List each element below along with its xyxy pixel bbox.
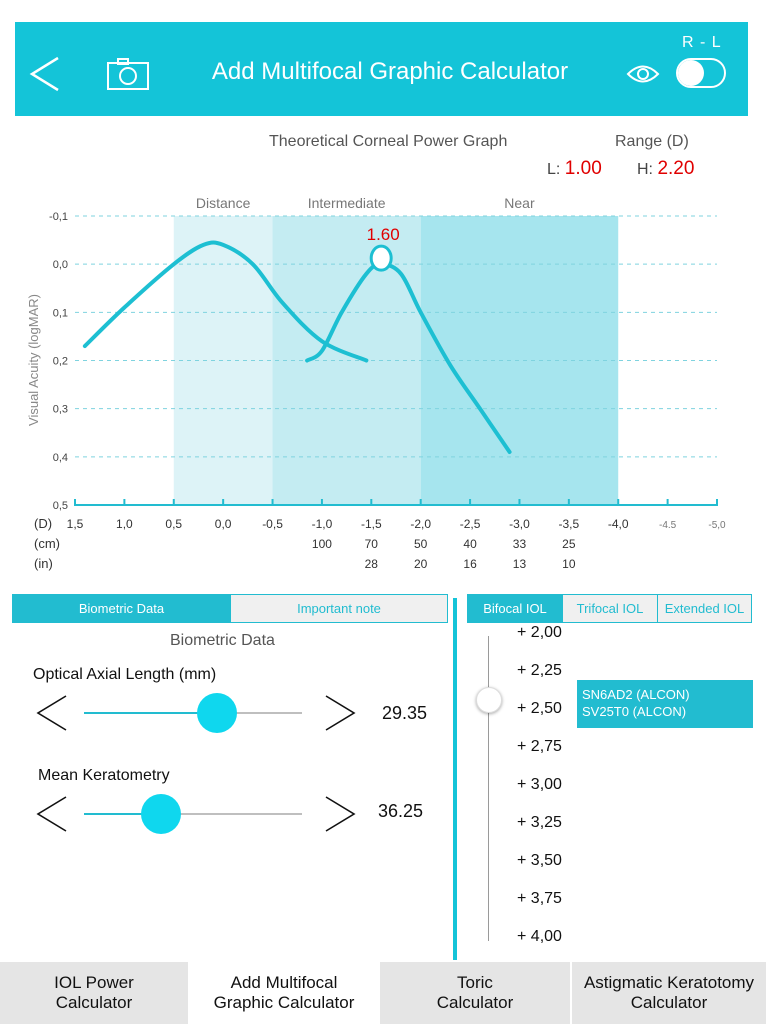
keratometry-value: 36.25	[378, 801, 424, 821]
cm-tick-label: 50	[414, 537, 428, 551]
range-low	[547, 158, 602, 180]
axial-length-slider-knob[interactable]	[197, 693, 237, 733]
axial-length-value: 29.35	[382, 703, 428, 723]
biometric-panel-title: Biometric Data	[170, 632, 275, 649]
keratometry-slider-knob[interactable]	[141, 794, 181, 834]
corneal-power-chart	[0, 190, 768, 580]
nav-add-multifocal-calculator[interactable]	[190, 962, 380, 1024]
range-high-value: 2.20	[657, 158, 695, 179]
y-tick-label: -0,1	[49, 211, 68, 223]
eye-button[interactable]	[626, 63, 660, 85]
chevron-right-icon	[324, 795, 356, 833]
iol-type-tabs	[467, 594, 752, 623]
power-item[interactable]: + 3,75	[517, 890, 562, 907]
nav-label: Graphic Calculator	[213, 993, 355, 1012]
zone-label: Intermediate	[307, 195, 386, 211]
y-tick-label: 0,4	[52, 451, 68, 464]
x-tick-label: 1,5	[66, 517, 84, 531]
nav-label: Add Multifocal	[230, 973, 338, 992]
power-item[interactable]: + 4,00	[517, 928, 562, 945]
nav-iol-power-calculator[interactable]	[0, 962, 190, 1024]
power-slider-knob[interactable]	[476, 687, 502, 713]
nav-label: Toric	[457, 973, 493, 992]
row-label-cm: (cm)	[34, 536, 60, 551]
cm-tick-label: 70	[364, 537, 378, 551]
power-item[interactable]: + 2,75	[517, 738, 562, 755]
x-tick-label: -5,0	[708, 520, 726, 531]
chevron-left-icon	[28, 56, 64, 92]
nav-label: Calculator	[55, 993, 133, 1012]
eye-icon	[626, 63, 660, 85]
x-tick-label: -0,5	[262, 517, 283, 531]
keratometry-label: Mean Keratometry	[38, 767, 170, 784]
nav-label: Astigmatic Keratotomy	[583, 973, 755, 992]
camera-button[interactable]	[106, 57, 150, 91]
tab-biometric-data[interactable]: Biometric Data	[13, 595, 230, 622]
power-item[interactable]: + 3,50	[517, 852, 562, 869]
power-item[interactable]: + 3,25	[517, 814, 562, 831]
left-tabs	[12, 594, 448, 623]
zone-label: Near	[504, 195, 535, 211]
iol-result-item: SV25T0 (ALCON)	[582, 704, 687, 719]
iol-result-item: SN6AD2 (ALCON)	[582, 687, 690, 702]
y-tick-label: 0,3	[52, 403, 68, 416]
x-tick-label: -2,0	[410, 517, 432, 531]
zone-label: Distance	[195, 195, 251, 211]
y-tick-label: 0,5	[52, 500, 68, 512]
cm-tick-label: 33	[512, 537, 527, 551]
axial-length-track-fill	[84, 712, 215, 714]
in-tick-label: 20	[414, 557, 428, 571]
bottom-nav	[0, 962, 768, 1024]
nav-label: Calculator	[630, 993, 708, 1012]
power-item[interactable]: + 2,00	[517, 624, 562, 641]
chevron-left-icon	[36, 795, 68, 833]
y-tick-label: 0,1	[52, 307, 68, 320]
keratometry-decrease[interactable]	[36, 795, 68, 833]
in-tick-label: 28	[364, 557, 378, 571]
x-tick-label: -1,0	[311, 517, 333, 531]
cm-tick-label: 100	[311, 537, 332, 551]
x-tick-label: -2,5	[459, 517, 481, 531]
toggle-knob	[678, 60, 704, 86]
page-title: Add Multifocal Graphic Calculator	[211, 58, 569, 85]
tab-bifocal-iol[interactable]: Bifocal IOL	[468, 595, 562, 622]
row-label-in: (in)	[34, 556, 53, 571]
in-tick-label: 13	[512, 557, 527, 571]
peak-marker-label: 1.60	[366, 225, 400, 245]
x-tick-label: -4.5	[658, 520, 677, 531]
x-tick-label: -1,5	[360, 517, 382, 531]
x-tick-label: 1,0	[116, 517, 133, 531]
in-tick-label: 10	[562, 557, 576, 571]
power-item-selected[interactable]: + 2,50	[517, 700, 562, 717]
chevron-right-icon	[324, 694, 356, 732]
y-axis-label: Visual Acuity (logMAR)	[26, 294, 41, 426]
nav-astigmatic-keratotomy-calculator[interactable]	[572, 962, 766, 1024]
iol-result-box[interactable]	[577, 680, 753, 728]
panel-divider	[453, 598, 457, 960]
y-tick-label: 0,2	[52, 355, 68, 368]
eye-side-label: R - L	[682, 34, 722, 51]
range-high	[637, 158, 694, 180]
axial-length-increase[interactable]	[324, 694, 356, 732]
back-button[interactable]	[28, 56, 64, 92]
camera-icon	[106, 57, 150, 91]
range-high-label: H:	[637, 161, 653, 178]
power-item[interactable]: + 2,25	[517, 662, 562, 679]
axial-length-label: Optical Axial Length (mm)	[33, 666, 217, 683]
nav-toric-calculator[interactable]	[380, 962, 572, 1024]
tab-important-note[interactable]: Important note	[230, 595, 447, 622]
nav-label: Calculator	[436, 993, 514, 1012]
power-slider-track[interactable]	[488, 636, 489, 941]
axial-length-decrease[interactable]	[36, 694, 68, 732]
row-label-d: (D)	[34, 516, 53, 531]
power-item[interactable]: + 3,00	[517, 776, 562, 793]
graph-title: Theoretical Corneal Power Graph	[269, 133, 508, 150]
tab-trifocal-iol[interactable]: Trifocal IOL	[562, 595, 657, 622]
cm-tick-label: 40	[463, 537, 477, 551]
x-tick-label: -3,0	[509, 517, 530, 531]
y-tick-label: 0,0	[52, 259, 68, 272]
range-title: Range (D)	[615, 133, 689, 150]
x-tick-label: -4,0	[607, 517, 629, 531]
in-tick-label: 16	[463, 557, 477, 571]
x-tick-label: -3,5	[558, 517, 580, 531]
peak-marker	[371, 246, 391, 270]
chevron-left-icon	[36, 694, 68, 732]
keratometry-increase[interactable]	[324, 795, 356, 833]
x-tick-label: 0,0	[214, 517, 232, 531]
range-low-value: 1.00	[564, 158, 602, 179]
tab-extended-iol[interactable]: Extended IOL	[657, 595, 751, 622]
cm-tick-label: 25	[562, 537, 576, 551]
nav-label: IOL Power	[54, 973, 134, 992]
range-low-label: L:	[547, 161, 561, 178]
x-tick-label: 0,5	[165, 517, 183, 531]
